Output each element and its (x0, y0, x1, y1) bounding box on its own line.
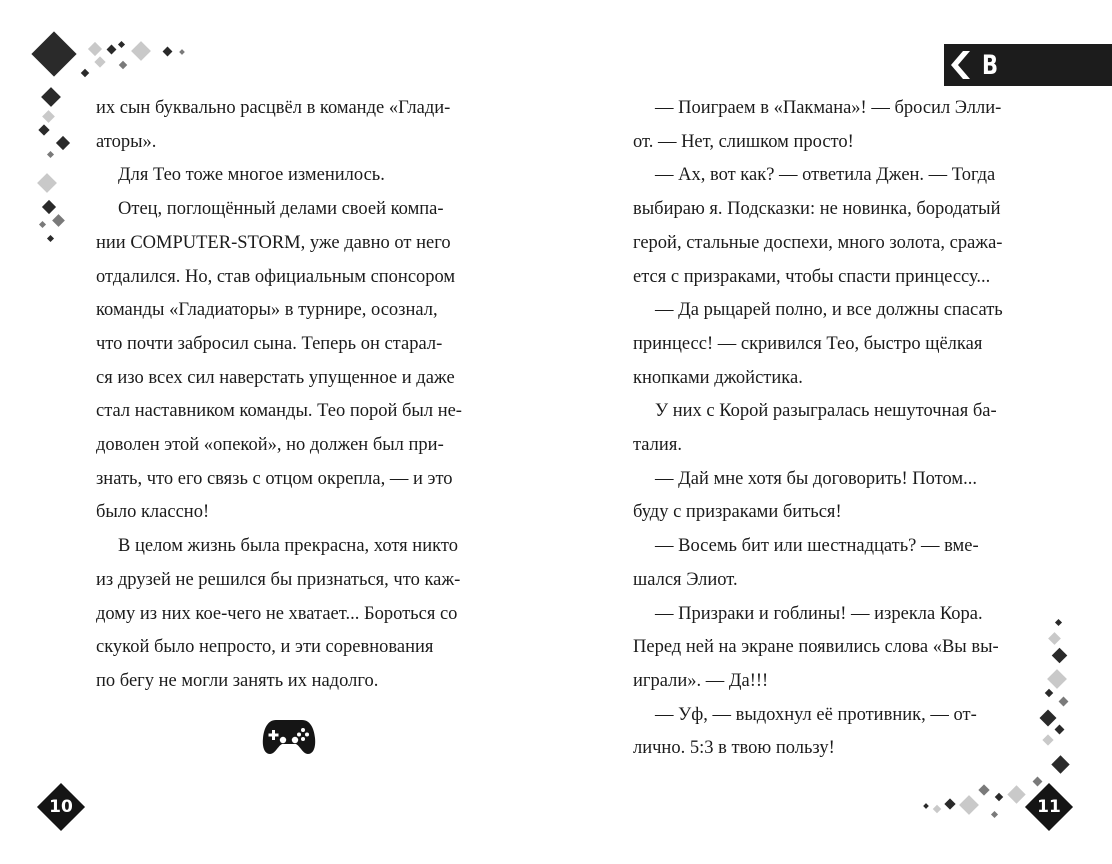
text-line: нии COMPUTER-STORM, уже давно от него (96, 232, 451, 253)
text-line: по бегу не могли занять их надолго. (96, 670, 379, 691)
text-line: — Призраки и гоблины! — изрекла Кора. (655, 603, 983, 624)
chevron-left-icon (950, 50, 972, 80)
text-line: аторы». (96, 131, 157, 152)
paragraph (633, 294, 1017, 395)
text-line: Отец, поглощённый делами своей компа- (118, 199, 444, 220)
text-line: — Дай мне хотя бы договорить! Потом... (655, 468, 977, 489)
paragraph (633, 159, 1017, 294)
paragraph (633, 598, 1017, 699)
text-line: — Уф, — выдохнул её противник, — от- (655, 704, 977, 725)
text-line: выбираю я. Подсказки: не новинка, бородатый (633, 199, 1001, 220)
text-line: стал наставником команды. Тео порой был не- (96, 401, 462, 422)
paragraph (633, 530, 1017, 597)
text-line: У них с Корой разыгралась нешуточная ба- (655, 401, 997, 422)
text-line: лично. 5:3 в твою пользу! (633, 738, 835, 759)
text-line: герой, стальные доспехи, много золота, сража- (633, 232, 1003, 253)
paragraph (96, 159, 480, 193)
text-line: отдалился. Но, став официальным спонсором (96, 266, 456, 287)
text-line: команды «Гладиаторы» в турнире, осознал, (96, 300, 438, 321)
text-line: скукой было непросто, и эти соревнования (96, 637, 434, 658)
paragraph (96, 193, 480, 530)
text-line: — Восемь бит или шестнадцать? — вме- (655, 536, 979, 557)
page-number-label: 11 (1037, 797, 1061, 817)
text-line: доволен этой «опекой», но должен был при- (96, 435, 444, 456)
text-line: — Да рыцарей полно, и все должны спасать (655, 300, 1003, 321)
right-page (556, 0, 1112, 864)
paragraph (633, 92, 1017, 159)
text-line: их сын буквально расцвёл в команде «Глади- (96, 98, 451, 118)
text-line: Перед ней на экране появились слова «Вы вы- (633, 637, 999, 658)
text-line: что почти забросил сына. Теперь он старал- (96, 333, 443, 354)
text-line: знать, что его связь с отцом окрепла, — и это (96, 468, 453, 489)
paragraph (96, 92, 480, 159)
left-text-column (96, 92, 480, 699)
text-line: В целом жизнь была прекрасна, хотя никто (118, 536, 458, 557)
gamepad-icon (262, 718, 316, 756)
text-line: — Ах, вот как? — ответила Джен. — Тогда (655, 165, 996, 186)
text-line: дому из них кое-чего не хватает... Бороться со (96, 603, 458, 624)
page-number-label: 10 (49, 797, 73, 817)
page-number-right (1026, 784, 1072, 830)
text-line: ся изо всех сил наверстать упущенное и даже (96, 367, 455, 388)
right-text-column (633, 92, 1017, 766)
text-line: было классно! (96, 502, 210, 523)
section-header-tab (944, 44, 1112, 125)
text-line: от. — Нет, слишком просто! (633, 131, 854, 152)
page-number-left (38, 784, 84, 830)
text-line: буду с призраками биться! (633, 502, 842, 523)
paragraph (633, 395, 1017, 462)
paragraph (633, 699, 1017, 766)
text-line: ется с призраками, чтобы спасти принцессу... (633, 266, 991, 287)
text-line: — Поиграем в «Пакмана»! — бросил Элли- (655, 98, 1002, 118)
text-line: кнопками джойстика. (633, 367, 803, 388)
text-line: шался Элиот. (633, 569, 738, 590)
text-line: талия. (633, 435, 682, 456)
section-title: В РЕАЛЕ (982, 50, 1062, 125)
text-line: принцесс! — скривился Тео, быстро щёлкая (633, 333, 983, 354)
text-line: из друзей не решился бы признаться, что каж- (96, 569, 461, 590)
paragraph (96, 530, 480, 699)
text-line: Для Тео тоже многое изменилось. (118, 165, 385, 186)
text-line: играли». — Да!!! (633, 670, 769, 691)
paragraph (633, 463, 1017, 530)
